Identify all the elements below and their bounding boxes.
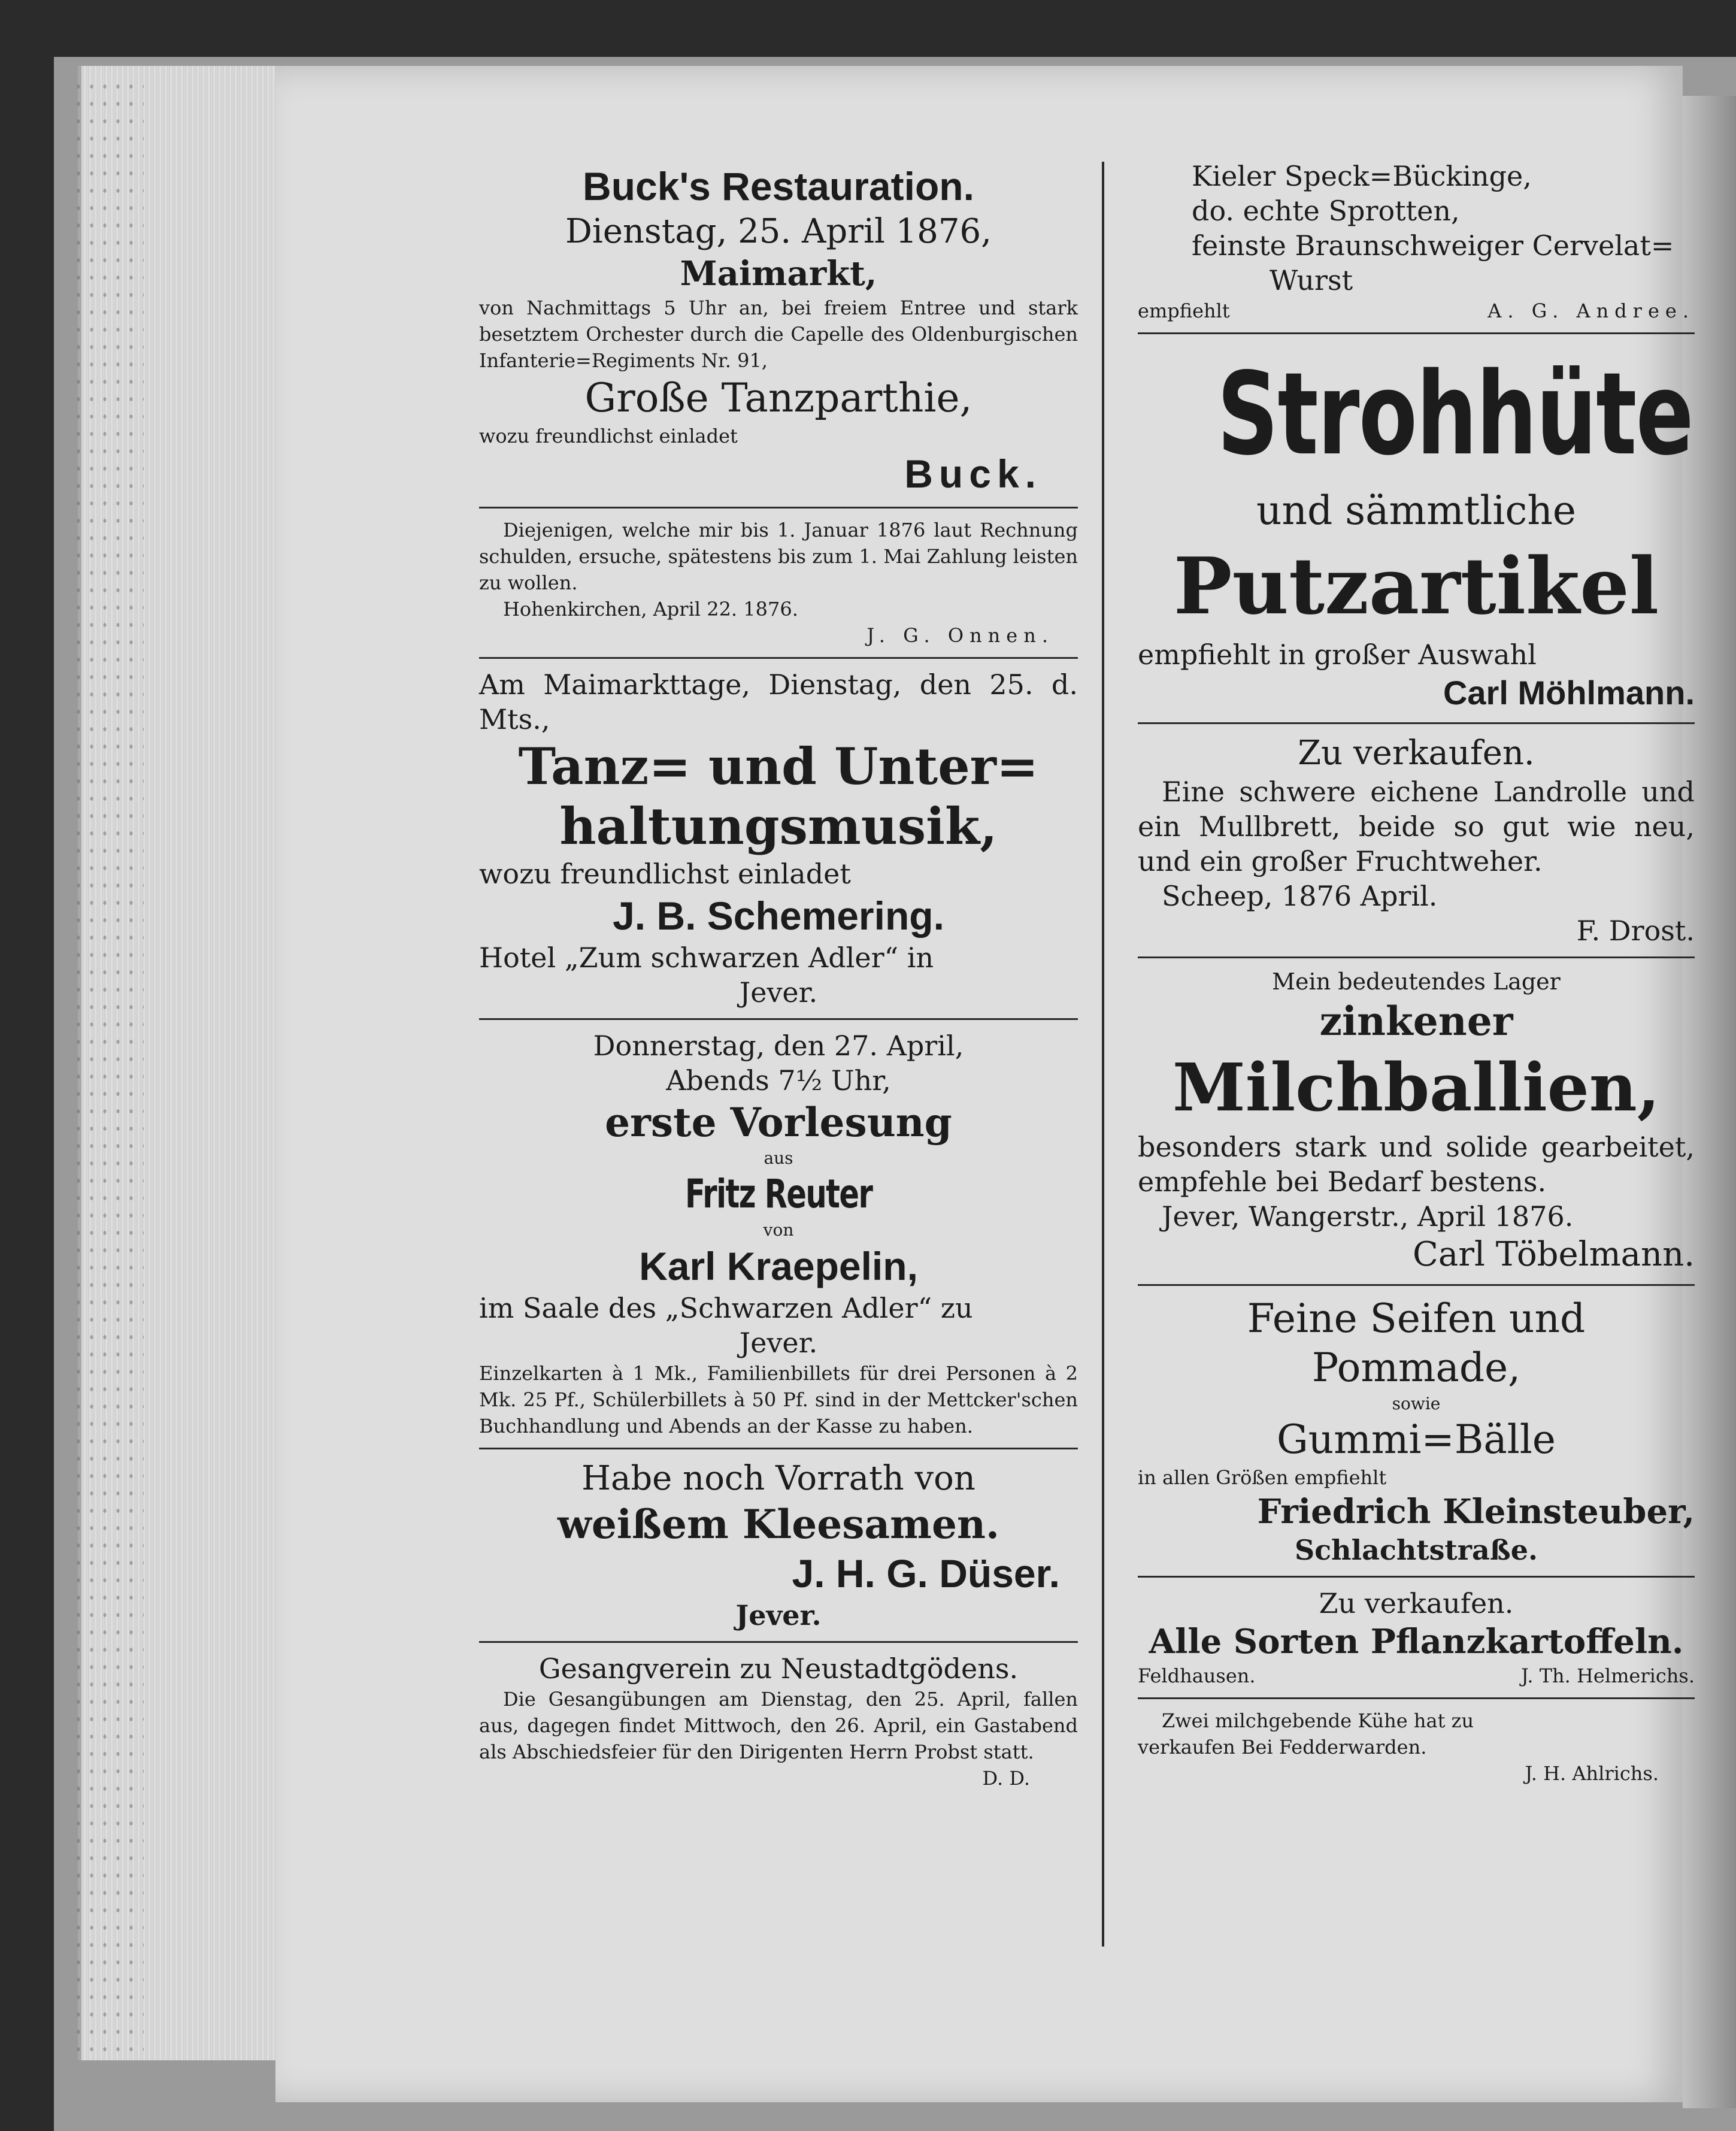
divider (479, 657, 1078, 659)
ad-intro: Am Maimarkttage, Dienstag, den 25. d. Mts., (479, 668, 1078, 735)
divider (479, 1448, 1078, 1449)
ad-middle: und sämmtliche (1256, 488, 1576, 534)
ad-schemering (479, 667, 1078, 1010)
divider (1138, 1576, 1695, 1578)
ad-time: Abends 7½ Uhr, (666, 1064, 891, 1097)
ad-title: Gesangverein zu Neustadtgödens. (538, 1652, 1019, 1685)
ad-signature: Buck. (904, 452, 1042, 496)
ad-tickets: Einzelkarten à 1 Mk., Familienbillets für drei Personen à 2 Mk. 25 Pf., Schülerbillets à 50 Pf. sind in der Mettcker'schen Buchhandlung und Abends an der Kasse zu haben. (479, 1362, 1078, 1437)
ad-line: do. echte Sprotten, (1192, 195, 1460, 227)
divider (1138, 1284, 1695, 1286)
ad-helmerichs (1138, 1586, 1695, 1689)
ad-signature: J. Th. Helmerichs. (1521, 1664, 1695, 1687)
ad-line: weißem Kleesamen. (558, 1501, 999, 1548)
ad-headline (1138, 343, 1695, 486)
ad-mohlmann (1138, 343, 1695, 714)
ad-reader: Karl Kraepelin, (639, 1244, 918, 1288)
ad-invite: wozu freundlichst einladet (479, 858, 851, 890)
ad-headline-text: Strohhüte (1217, 348, 1693, 480)
ad-recommend: empfiehlt in großer Auswahl (1138, 638, 1537, 671)
ad-body: besonders stark und solide gearbeitet, empfehle bei Bedarf bestens. (1138, 1131, 1695, 1198)
ad-line: Kieler Speck=Bückinge, (1192, 160, 1532, 192)
ad-line: Mein bedeutendes Lager (1272, 968, 1561, 995)
ad-sowie: sowie (1392, 1394, 1441, 1413)
divider (1138, 332, 1695, 334)
ad-signature: D. D. (982, 1767, 1030, 1790)
ad-headline: haltungsmusik, (559, 797, 998, 856)
ad-kleinsteuber (1138, 1294, 1695, 1567)
divider (1138, 1697, 1695, 1699)
ad-event: erste Vorlesung (605, 1099, 952, 1146)
ad-headline: Feine Seifen und Pommade, (1247, 1295, 1586, 1391)
divider (479, 507, 1078, 508)
ad-date: Donnerstag, den 27. April, (593, 1030, 964, 1062)
ad-body: Eine schwere eichene Landrolle und ein Mullbrett, beide so gut wie neu, und ein großer Fruchtweher. (1138, 776, 1695, 877)
ad-aus: aus (764, 1148, 793, 1168)
ad-recommend: in allen Größen empfiehlt (1138, 1466, 1387, 1489)
ad-body: Die Gesangübungen am Dienstag, den 25. April, fallen aus, dagegen findet Mittwoch, den 26. April, ein Gastabend als Abschiedsfeier für den Dirigenten Herrn Probst statt. (479, 1688, 1078, 1763)
ad-title: Zu verkaufen. (1298, 734, 1535, 773)
divider (479, 1018, 1078, 1020)
ad-venue: im Saale des „Schwarzen Adler“ zu (479, 1292, 973, 1324)
ad-headline: Milchballien, (1172, 1049, 1661, 1126)
ad-gesangverein (479, 1651, 1078, 1791)
ad-town: Jever. (739, 1327, 818, 1359)
ad-line: zinkener (1319, 998, 1513, 1045)
ad-invite: wozu freundlichst einladet (479, 425, 738, 447)
ad-name: Carl Möhlmann. (1443, 674, 1695, 712)
left-column (479, 96, 1078, 1791)
ad-town: Jever. (735, 1599, 822, 1631)
ad-footer (1138, 298, 1695, 324)
ad-signature: J. G. Onnen. (867, 624, 1054, 647)
ad-drost (1138, 732, 1695, 948)
ad-line: Wurst (1270, 264, 1353, 296)
ad-body: Alle Sorten Pflanzkartoffeln. (1149, 1622, 1684, 1661)
ad-place: Scheep, 1876 April. (1162, 880, 1438, 912)
ad-town: Jever. (739, 976, 818, 1009)
ad-place: Jever, Wangerstr., April 1876. (1162, 1200, 1574, 1233)
ad-title: Buck's Restauration. (583, 164, 974, 208)
ad-title: Zu verkaufen. (1319, 1587, 1514, 1620)
ad-tobelmann (1138, 967, 1695, 1276)
ad-hotel: Hotel „Zum schwarzen Adler“ in (479, 942, 934, 974)
ad-name: J. B. Schemering. (613, 894, 944, 938)
ad-von: von (763, 1220, 794, 1240)
ad-line: feinste Braunschweiger Cervelat= (1192, 229, 1674, 262)
column-divider (1102, 162, 1104, 1947)
ad-headline: Tanz= und Unter= (518, 737, 1039, 796)
ad-duser (479, 1458, 1078, 1633)
ad-footer (1138, 1663, 1695, 1689)
ad-body: von Nachmittags 5 Uhr an, bei freiem Entree und stark besetztem Orchester durch die Capelle des Oldenburgischen Infanterie=Regiments Nr. 91, (479, 296, 1078, 372)
ad-recommend: empfiehlt (1138, 299, 1230, 322)
ad-body: Zwei milchgebende Kühe hat zu verkaufen Bei Fedderwarden. (1138, 1709, 1474, 1758)
ad-buck (479, 162, 1078, 498)
divider (1138, 722, 1695, 724)
ad-body: Diejenigen, welche mir bis 1. Januar 1876 laut Rechnung schulden, ersuche, spätestens bis zum 1. Mai Zahlung leisten zu wollen. (479, 519, 1078, 594)
ad-headline2: Gummi=Bälle (1277, 1416, 1556, 1463)
ad-headline2: Putzartikel (1173, 540, 1659, 632)
ad-line: Habe noch Vorrath von (581, 1459, 975, 1498)
ad-onnen (479, 517, 1078, 649)
ad-name: Friedrich Kleinsteuber, (1257, 1492, 1695, 1531)
ad-andree (1138, 159, 1695, 324)
ad-event: Maimarkt, (680, 254, 877, 293)
ad-place: Feldhausen. (1138, 1664, 1256, 1687)
ad-author (479, 1170, 1078, 1219)
ad-signature: J. H. Ahlrichs. (1525, 1762, 1659, 1785)
ad-signature: A. G. Andree. (1487, 299, 1695, 322)
divider (1138, 956, 1695, 958)
ad-name: Carl Töbelmann. (1413, 1235, 1695, 1274)
right-column (1138, 96, 1695, 1787)
ad-street: Schlachtstraße. (1294, 1534, 1538, 1566)
speckled-edge (72, 78, 144, 2054)
ad-signature: F. Drost. (1576, 915, 1695, 947)
ad-reuter (479, 1028, 1078, 1439)
ad-ahlrichs (1138, 1708, 1695, 1787)
ad-headline: Große Tanzparthie, (584, 375, 972, 421)
ad-name: J. H. G. Düser. (792, 1551, 1060, 1596)
divider (479, 1641, 1078, 1643)
ad-date: Dienstag, 25. April 1876, (565, 212, 992, 251)
ad-author-text: Fritz Reuter (684, 1171, 872, 1217)
ad-place: Hohenkirchen, April 22. 1876. (503, 598, 798, 620)
